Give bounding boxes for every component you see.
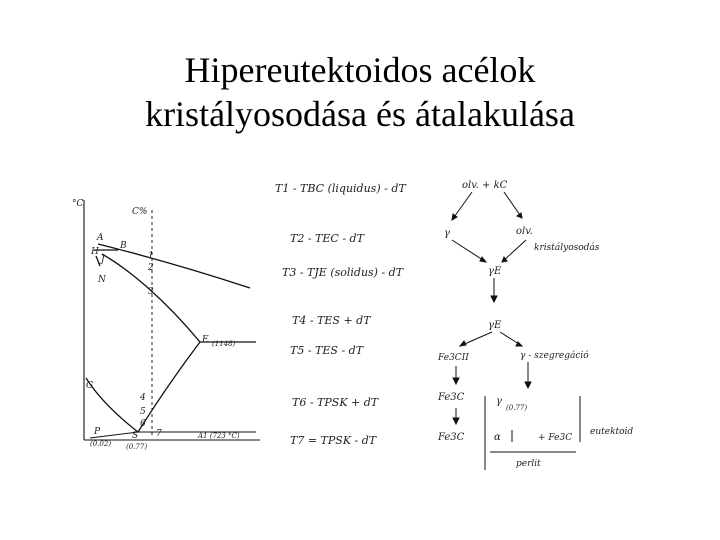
point-b-label: B xyxy=(120,241,127,251)
flow-perlit: perlit xyxy=(516,459,541,469)
line-4-label: 4 xyxy=(140,393,146,403)
line-1-label: 1 xyxy=(148,251,154,261)
flow-top: olv. + kC xyxy=(462,180,508,191)
equation-list xyxy=(275,182,407,447)
flow-crystallization: kristályosodás xyxy=(534,243,600,253)
flow-alpha: α xyxy=(494,432,501,443)
flow-alpha-fe3c: + Fe3C xyxy=(538,433,573,443)
flow-gamma-top: γ xyxy=(444,228,450,239)
flow-gamma-eut: γ xyxy=(496,396,502,407)
gamma-boundary-line xyxy=(86,378,138,432)
line-6-label: 6 xyxy=(140,419,146,429)
equation-1: T1 - TBC (liquidus) - dT xyxy=(275,182,406,195)
flow-labels xyxy=(437,180,633,469)
slide-title xyxy=(0,48,720,136)
point-s-label: S xyxy=(132,431,139,441)
point-p-label: P xyxy=(94,427,101,437)
line-3-label: 3 xyxy=(148,287,154,297)
slide-title-line-1: Hipereutektoidos acélok xyxy=(184,50,536,90)
line-7-label: 7 xyxy=(156,429,162,439)
flow-melt-right: olv. xyxy=(516,226,533,237)
point-p-temp: (0.02) xyxy=(90,440,112,448)
point-g-label: G xyxy=(86,381,94,391)
flow-fe3c-bottom: Fe3C xyxy=(438,432,465,443)
flow-fe3c-mid: Fe3C xyxy=(438,392,465,403)
point-j-label: J xyxy=(101,255,105,265)
line-5-label: 5 xyxy=(140,407,146,417)
point-h-label: H xyxy=(91,247,99,257)
phase-diagram-figure xyxy=(60,170,660,480)
point-s-temp: (0.77) xyxy=(126,443,148,451)
line-2-label: 2 xyxy=(148,263,154,273)
point-e-label: E xyxy=(202,335,209,345)
flow-gamma-node-2: γE xyxy=(488,320,502,331)
point-e-temp: (1148) xyxy=(212,340,236,348)
axis-y-label: °C xyxy=(72,199,84,209)
phase-diagram-labels xyxy=(72,199,240,451)
equation-6: T6 - TPSK + dT xyxy=(292,396,379,409)
equation-4: T4 - TES + dT xyxy=(292,314,371,327)
fe-c-phase-diagram xyxy=(84,200,260,440)
point-n-label: N xyxy=(98,275,106,285)
equation-7: T7 = TPSK - dT xyxy=(290,434,377,447)
point-a-label: A xyxy=(97,233,104,243)
flow-segregation: γ - szegregáció xyxy=(520,351,589,361)
equation-3: T3 - TJE (solidus) - dT xyxy=(282,266,404,279)
flow-gamma-eut-sub: (0.77) xyxy=(506,404,528,412)
equation-5: T5 - TES - dT xyxy=(290,344,364,357)
acm-line xyxy=(138,342,200,432)
flow-fe3c-top: Fe3CII xyxy=(438,353,469,363)
equation-2: T2 - TEC - dT xyxy=(290,232,364,245)
flow-gamma-node-1: γE xyxy=(488,266,502,277)
slide-title-line-2: kristályosodása és átalakulása xyxy=(145,94,575,134)
axis-x-label: C% xyxy=(132,207,148,217)
flow-eutektoid: eutektoid xyxy=(590,427,634,437)
a1-label: A1 (723 °C) xyxy=(198,432,240,440)
